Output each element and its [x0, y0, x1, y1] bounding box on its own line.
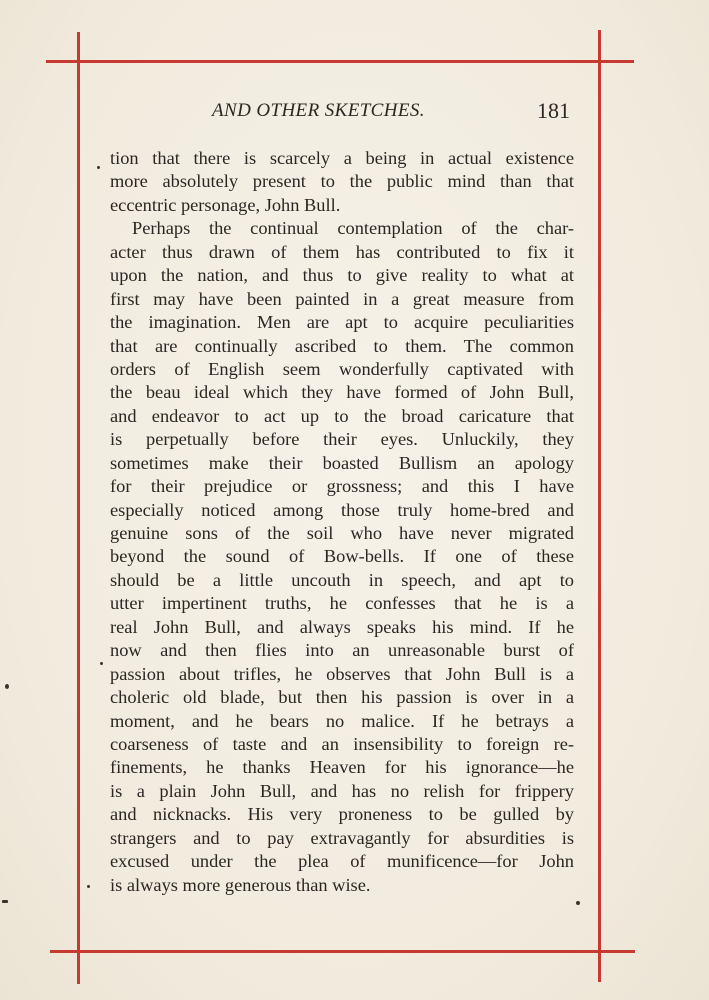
text-line: upon the nation, and thus to give reality to what at [110, 265, 574, 286]
running-title: AND OTHER SKETCHES. [212, 100, 425, 121]
ink-speck [2, 900, 8, 903]
text-line: is always more generous than wise. [110, 874, 371, 895]
ink-speck [5, 684, 9, 689]
text-line: that are continually ascribed to them. The common [110, 335, 574, 356]
text-line: is a plain John Bull, and has no relish for frippery [110, 780, 574, 801]
border-rule-bottom [50, 950, 635, 953]
text-line: more absolutely present to the public mind than that [110, 171, 574, 192]
text-line: passion about trifles, he observes that John Bull is a [110, 663, 574, 684]
text-line: utter impertinent truths, he confesses that he is a [110, 593, 574, 614]
text-line: strangers and to pay extravagantly for absurdities is [110, 827, 574, 848]
ink-speck [87, 885, 90, 888]
text-line: excused under the plea of munificence—for John [110, 851, 574, 872]
border-rule-top [46, 60, 634, 63]
text-line: especially noticed among those truly home-bred and [110, 499, 574, 520]
text-line: sometimes make their boasted Bullism an apology [110, 452, 574, 473]
text-line: the imagination. Men are apt to acquire peculiarities [110, 312, 574, 333]
text-line: coarseness of taste and an insensibility to foreign re- [110, 733, 574, 754]
text-line: and nicknacks. His very proneness to be gulled by [110, 804, 574, 825]
text-line: acter thus drawn of them has contributed to fix it [110, 241, 574, 262]
body-text [110, 147, 574, 897]
text-line: is perpetually before their eyes. Unluckily, they [110, 429, 574, 450]
text-line: should be a little uncouth in speech, and apt to [110, 569, 574, 590]
text-line: the beau ideal which they have formed of John Bull, [110, 382, 574, 403]
text-line: eccentric personage, John Bull. [110, 194, 341, 215]
text-line: real John Bull, and always speaks his mind. If he [110, 616, 574, 637]
page-number: 181 [537, 98, 570, 123]
text-line: tion that there is scarcely a being in actual existence [110, 148, 574, 168]
text-line: choleric old blade, but then his passion is over in a [110, 687, 574, 708]
text-line: first may have been painted in a great measure from [110, 288, 574, 309]
text-line: and endeavor to act up to the broad caricature that [110, 405, 574, 426]
running-head [120, 98, 580, 128]
text-line: for their prejudice or grossness; and this I have [110, 476, 574, 497]
text-line: orders of English seem wonderfully captivated with [110, 358, 574, 379]
text-line: beyond the sound of Bow-bells. If one of these [110, 546, 574, 567]
ink-speck [100, 662, 103, 665]
text-line: genuine sons of the soil who have never migrated [110, 523, 574, 543]
border-rule-left [77, 32, 80, 984]
text-line: finements, he thanks Heaven for his ignorance—he [110, 757, 574, 778]
text-line: Perhaps the continual contemplation of the char- [132, 218, 574, 239]
text-line: now and then flies into an unreasonable burst of [110, 640, 574, 661]
border-rule-right [598, 30, 601, 982]
ink-speck [97, 166, 100, 169]
text-line: moment, and he bears no malice. If he betrays a [110, 710, 574, 731]
ink-speck [576, 901, 580, 905]
